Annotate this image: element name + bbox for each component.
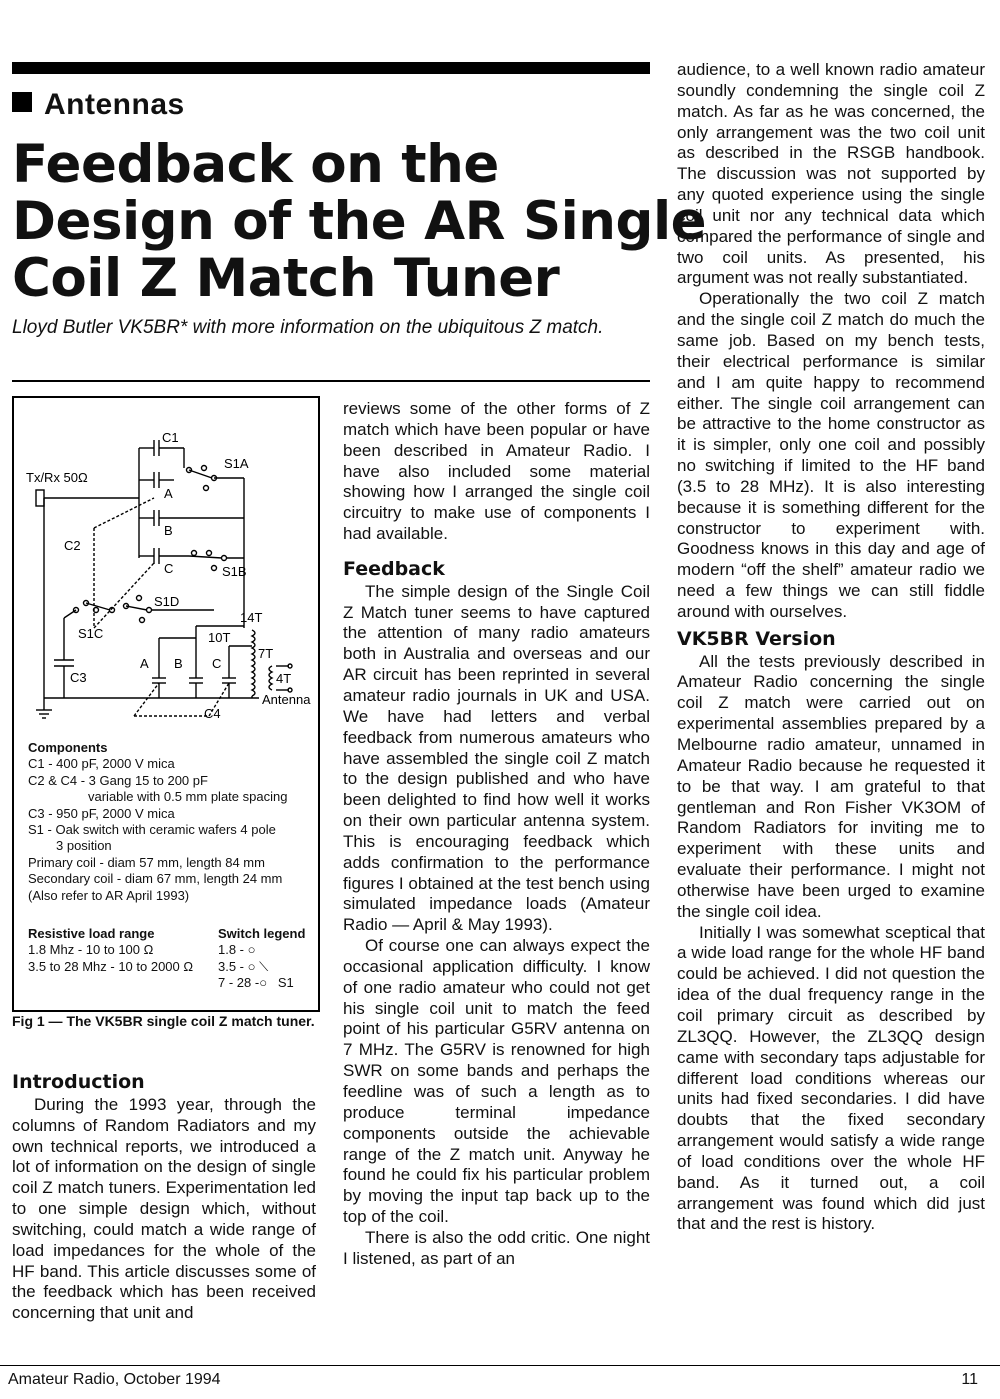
svg-text:7T: 7T <box>258 646 274 661</box>
footer-rule <box>0 1365 1000 1366</box>
switch-contact-icon: ○ <box>259 975 268 991</box>
svg-text:S1A: S1A <box>224 456 249 471</box>
square-bullet-icon <box>12 92 32 112</box>
paragraph: During the 1993 year, through the columns of Random Radiators and my own technical reports, we introduced a lot of information on the design of single coil Z match tuners. Experimentation led to one simple design which, without switching, could match a wide range of load impedances for the whole of the HF band. This article discusses some of the feedback which has been received concerning that unit and <box>12 1094 316 1323</box>
svg-text:S1B: S1B <box>222 564 247 579</box>
svg-text:C4: C4 <box>204 706 221 721</box>
components-list: Components C1 - 400 pF, 2000 V mica C2 & C4 - 3 Gang 15 to 200 pF variable with 0.5 mm plate spacing C3 - 950 pF, 2000 V mica S1 - Oak switch with ceramic wafers 4 pole 3 position Primary coil - diam 57 mm, length 84 mm Secondary coil - diam 67 mm, length 24 mm (Also refer to AR April 1993) <box>28 740 318 904</box>
svg-text:A: A <box>164 486 173 501</box>
paragraph: audience, to a well known radio amateur soundly condemning the single coil Z match. As far as he was concerned, the only arrangement was the two coil unit as described in the RSGB handbook. The discussion was not supported by any quoted experience using the single coil unit nor any technical data which compared the performance of single and two coil units. As presented, his argument was not really substantiated. <box>677 60 985 288</box>
component-line: Secondary coil - diam 67 mm, length 24 mm <box>28 871 283 887</box>
article-title <box>12 134 707 309</box>
connector-icon <box>36 490 44 506</box>
component-line: C3 - 950 pF, 2000 V mica <box>28 805 175 821</box>
svg-text:B: B <box>164 523 173 538</box>
page-number: 11 <box>961 1371 978 1388</box>
gang-capacitor-b <box>139 510 244 526</box>
title-line: Design of the AR Single <box>12 191 707 252</box>
switch-legend: Switch legend 1.8 - ○ 3.5 - ○ ⟍ 7 - 28 -○ S1 <box>218 926 306 991</box>
paragraph: Operationally the two coil Z match and the single coil Z match do much the same job. Based on my bench tests, their electrical performance is similar and I am quite happy to recommend either. The single coil arrangement can be attractive to the home constructor as it is simpler, only one coil and possibly no switching if limited to the HF band (3.5 to 28 MHz). It is also interesting because it is something different for the constructor to experiment with. Goodness knows in this day and age of modern “off the shelf” amateur radio we need a few things we can still fiddle around with ourselves. <box>677 289 985 621</box>
svg-text:Tx/Rx 50Ω: Tx/Rx 50Ω <box>26 470 88 485</box>
header-rule <box>12 62 650 74</box>
paragraph: Of course one can always expect the occasional application difficulty. I know of one radio amateur who could not get his single coil unit to match the feed point of his particular G5RV antenna on 7 MHz. The G5RV is renowned for high SWR on some bands and perhaps the feedline was of such a length as to produce terminal impedance components outside the achievable range of the Z match unit. Anyway he found he could fix his particular problem by moving the input tap back up to the top of the coil. <box>343 936 650 1227</box>
article-subtitle: Lloyd Butler VK5BR* with more information on the ubiquitous Z match. <box>12 317 604 338</box>
switch-contact-icon: ○ <box>247 942 256 958</box>
column-2 <box>343 399 650 1270</box>
svg-text:S1D: S1D <box>154 594 180 609</box>
svg-text:C2: C2 <box>64 538 81 553</box>
component-line: C1 - 400 pF, 2000 V mica <box>28 756 175 772</box>
load-range-table: Resistive load range 1.8 Mhz - 10 to 100 Ω 3.5 to 28 Mhz - 10 to 2000 Ω <box>28 926 194 974</box>
svg-text:A: A <box>140 656 149 671</box>
svg-text:C3: C3 <box>70 670 87 685</box>
heading-feedback: Feedback <box>343 557 445 580</box>
svg-text:4T: 4T <box>276 671 292 686</box>
svg-text:C: C <box>164 561 174 576</box>
primary-coil-icon <box>252 630 255 696</box>
secondary-coil-icon <box>269 666 272 690</box>
svg-text:S1C: S1C <box>78 626 104 641</box>
svg-text:Antenna: Antenna <box>262 692 311 707</box>
footer-source: Amateur Radio, October 1994 <box>8 1371 221 1388</box>
component-line: C2 & C4 - 3 Gang 15 to 200 pF <box>28 772 208 788</box>
heading-vk5br-version: VK5BR Version <box>677 627 836 650</box>
component-line: S1 - Oak switch with ceramic wafers 4 pole <box>28 822 276 838</box>
paragraph: All the tests previously described in Amateur Radio concerning the single coil Z match were carried out on experimental assemblies prepared by a Melbourne radio amateur, unnamed in Amateur Radio because he requested it to be that way. I am grateful to that gentleman and Ron Fisher VK3OM of Random Radiators for inviting me to experiment with these units and evaluate their performance. I might not otherwise have been urged to examine the single coil idea. <box>677 651 985 921</box>
component-line: 3 position <box>56 838 112 854</box>
title-divider <box>12 380 650 382</box>
heading-introduction: Introduction <box>12 1071 145 1093</box>
svg-text:14T: 14T <box>240 610 263 625</box>
circuit-diagram <box>14 398 318 738</box>
paragraph: reviews some of the other forms of Z match which have been popular or have been described in Amateur Radio. I have also included some material showing how I arranged the single coil circuitry to make use of components I had available. <box>343 399 650 544</box>
paragraph: Initially I was somewhat sceptical that a wide load range for the whole HF band could be achieved. I did not question the idea of the dual frequency range in the coil primary circuit as described by ZL3QQ. However, the ZL3QQ design came with secondary taps adjustable for different load conditions whereas our units had fixed secondaries. I did have doubts that the fixed secondary arrangement would satisfy a wide range of load conditions over the whole HF band. As it turned out, a coil arrangement was found which did just that and the rest is history. <box>677 922 985 1234</box>
title-line: Coil Z Match Tuner <box>12 248 560 309</box>
svg-text:B: B <box>174 656 183 671</box>
figure-caption: Fig 1 — The VK5BR single coil Z match tuner. <box>12 1013 315 1029</box>
figure-box <box>12 396 320 1012</box>
paragraph: The simple design of the Single Coil Z Match tuner seems to have captured the attention of many radio amateurs both in Australia and overseas and our AR circuit has been reprinted in several amateur radio journals in UK and USA. We have had letters and verbal feedback from numerous amateurs who have assembled the single coil Z match to the design published and who have been delighted to find how well it works on their own particular antenna system. This is encouraging feedback which adds confirmation to the performance figures I obtained at the test bench using simulated impedance loads (Amateur Radio — April & May 1993). <box>343 581 650 935</box>
title-line: Feedback on the <box>12 134 499 195</box>
component-line: Primary coil - diam 57 mm, length 84 mm <box>28 854 265 870</box>
svg-text:C1: C1 <box>162 430 179 445</box>
switch-contact-icon: ○ ⟍ <box>247 958 269 974</box>
component-line: variable with 0.5 mm plate spacing <box>88 789 288 805</box>
svg-text:C: C <box>212 656 222 671</box>
paragraph: There is also the odd critic. One night I listened, as part of an <box>343 1227 650 1268</box>
column-1 <box>12 1066 316 1324</box>
section-label: Antennas <box>12 88 185 122</box>
component-line: (Also refer to AR April 1993) <box>28 887 190 903</box>
column-3 <box>677 60 985 1235</box>
svg-text:10T: 10T <box>208 630 231 645</box>
